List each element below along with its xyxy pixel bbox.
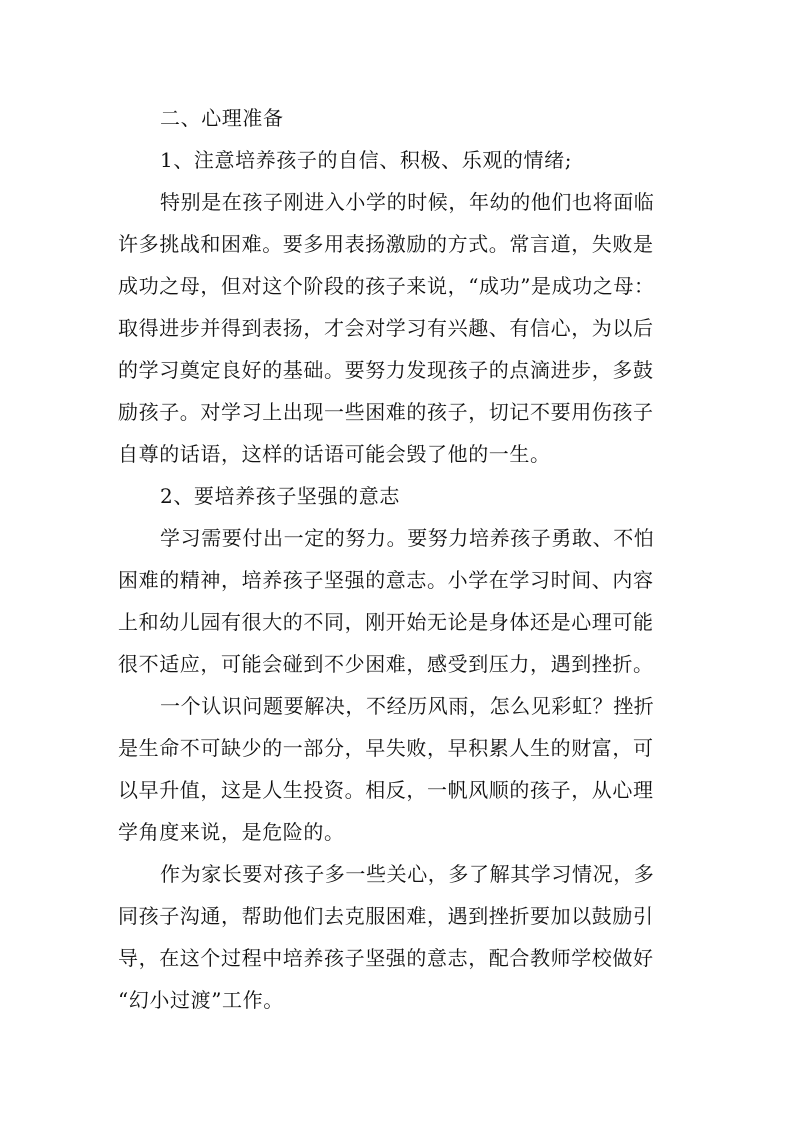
paragraph3-line: 学角度来说，是危险的。 — [118, 820, 345, 844]
paragraph4-line: 同孩子沟通，帮助他们去克服困难，遇到挫折要加以鼓励引 — [118, 904, 654, 928]
paragraph2-line: 上和幼儿园有很大的不同，刚开始无论是身体还是心理可能 — [118, 610, 654, 634]
item1-heading: 1、注意培养孩子的自信、积极、乐观的情绪; — [160, 148, 573, 172]
paragraph4-line: “幻小过渡”工作。 — [118, 988, 284, 1012]
paragraph1-line: 的学习奠定良好的基础。要努力发现孩子的点滴进步，多鼓 — [118, 358, 654, 382]
paragraph2-line: 困难的精神，培养孩子坚强的意志。小学在学习时间、内容 — [118, 568, 654, 592]
paragraph1-line: 励孩子。对学习上出现一些困难的孩子，切记不要用伤孩子 — [118, 400, 654, 424]
paragraph1-line: 许多挑战和困难。要多用表扬激励的方式。常言道，失败是 — [118, 232, 654, 256]
paragraph2-line: 学习需要付出一定的努力。要努力培养孩子勇敢、不怕 — [160, 526, 655, 550]
paragraph3-line: 一个认识问题要解决，不经历风雨，怎么见彩虹？挫折 — [160, 694, 655, 718]
item2-heading: 2、要培养孩子坚强的意志 — [160, 484, 400, 508]
paragraph1-line: 自尊的话语，这样的话语可能会毁了他的一生。 — [118, 442, 551, 466]
paragraph2-line: 很不适应，可能会碰到不少困难，感受到压力，遇到挫折。 — [118, 652, 654, 676]
paragraph3-line: 是生命不可缺少的一部分，早失败，早积累人生的财富，可 — [118, 736, 654, 760]
paragraph1-line: 成功之母，但对这个阶段的孩子来说，“成功”是成功之母： — [118, 274, 655, 298]
paragraph4-line: 导，在这个过程中培养孩子坚强的意志，配合教师学校做好 — [118, 946, 654, 970]
paragraph1-line: 特别是在孩子刚进入小学的时候，年幼的他们也将面临 — [160, 190, 655, 214]
paragraph3-line: 以早升值，这是人生投资。相反，一帆风顺的孩子，从心理 — [118, 778, 654, 802]
paragraph4-line: 作为家长要对孩子多一些关心，多了解其学习情况，多 — [160, 862, 655, 886]
paragraph1-line: 取得进步并得到表扬，才会对学习有兴趣、有信心，为以后 — [118, 316, 654, 340]
section-heading: 二、心理准备 — [160, 106, 284, 130]
